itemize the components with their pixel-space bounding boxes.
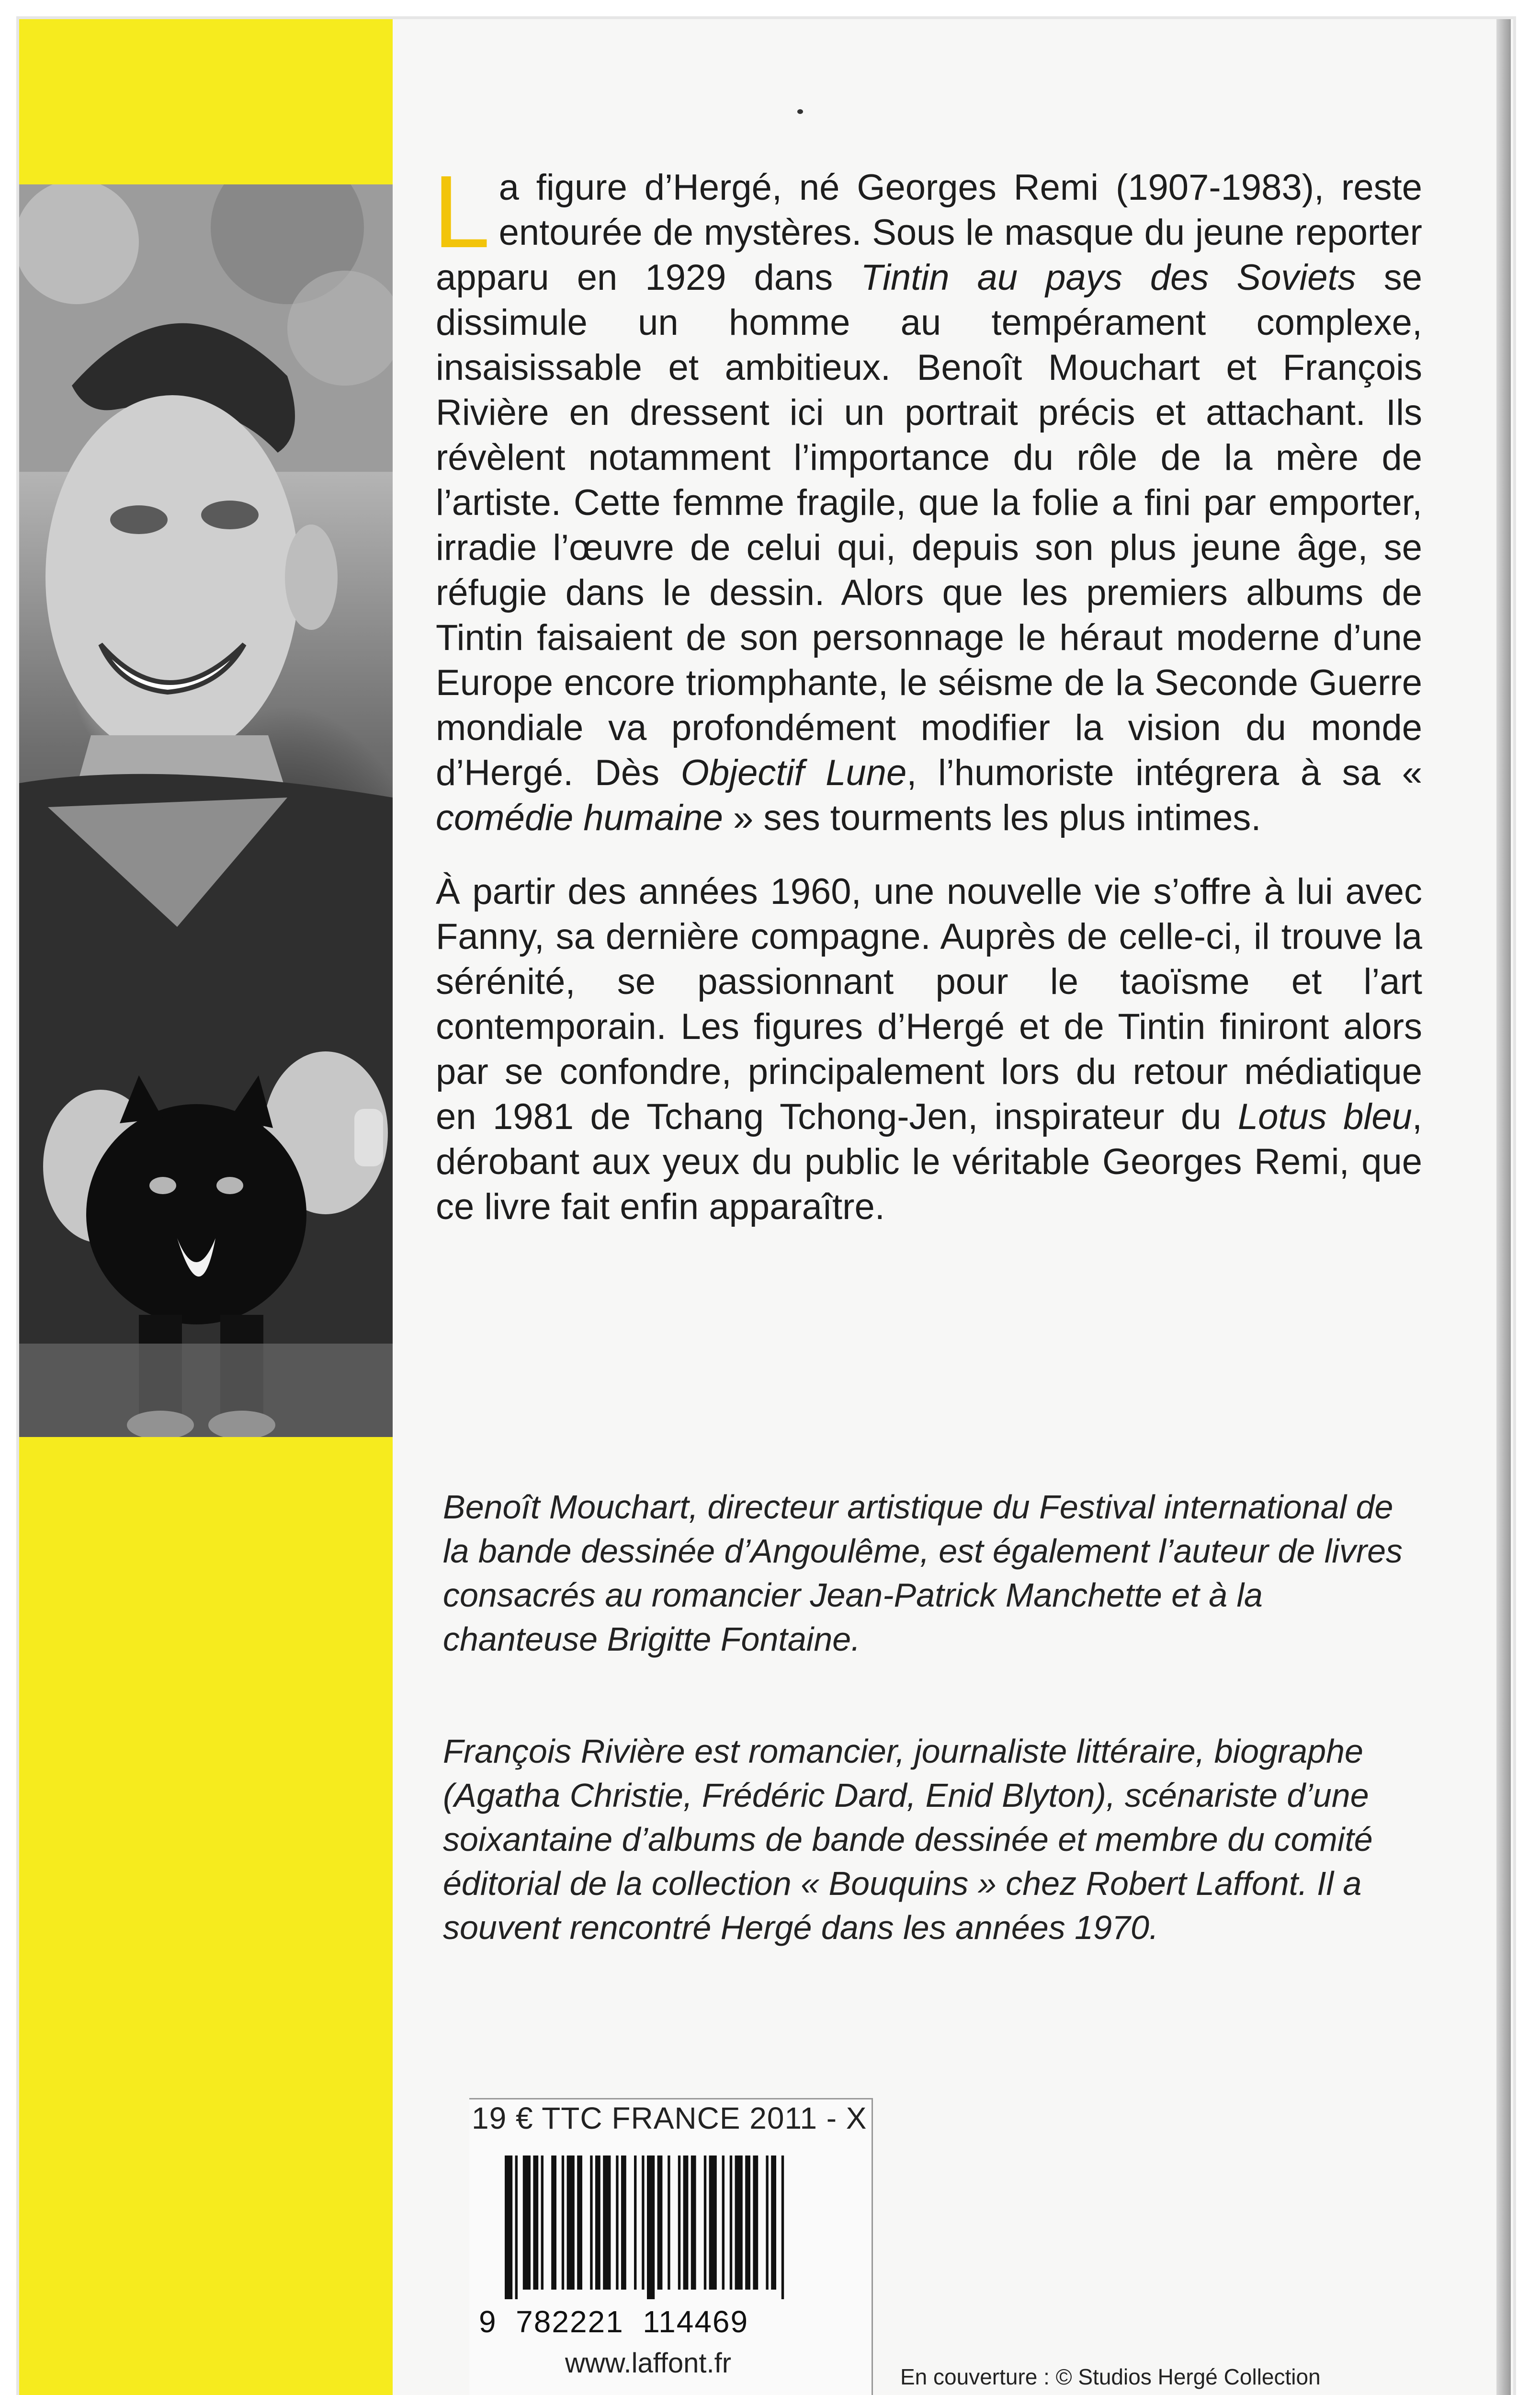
phrase-emphasis: comédie humaine	[436, 798, 723, 838]
barcode-bar	[709, 2156, 717, 2290]
book-title-emphasis: Objectif Lune	[680, 753, 907, 793]
barcode-bar	[567, 2156, 575, 2290]
barcode-bar	[691, 2156, 696, 2290]
book-title-emphasis: Lotus bleu	[1237, 1096, 1412, 1137]
barcode-bar	[745, 2156, 750, 2290]
dropcap-letter: L	[433, 154, 490, 269]
isbn-group-1: 782221	[516, 2304, 624, 2339]
barcode-bar	[704, 2156, 706, 2290]
barcode-bar	[515, 2156, 518, 2299]
barcode-bar	[505, 2156, 512, 2299]
barcode-bar	[735, 2156, 743, 2290]
barcode-bar	[647, 2156, 655, 2299]
paragraph-segment: À partir des années 1960, une nouvelle vie s’offre à lui avec Fanny, sa dernière compagne. Auprès de celle-ci, il trouve la sérénité, se passionnant pour le taoïsme et l’art contemporain. Les figures d’Hergé et de Tintin finiront alors par se confondre, principalement lors du retour médiatique en 1981 de Tchang Tchong-Jen, inspirateur du	[436, 871, 1422, 1137]
barcode-bar	[753, 2156, 758, 2290]
publisher-website[interactable]: www.laffont.fr	[565, 2348, 732, 2379]
barcode-bar	[678, 2156, 680, 2290]
barcode-bar	[657, 2156, 663, 2290]
barcode-bar	[730, 2156, 732, 2290]
barcode-bar	[603, 2156, 611, 2290]
barcode-bar	[722, 2156, 725, 2290]
paragraph-segment: a figure d’Hergé, né Georges Remi (1907-1983), reste entourée de mystères. Sous le masque du jeune reporter apparu en 1929 dans	[436, 167, 1422, 298]
isbn-group-2: 114469	[643, 2304, 749, 2339]
barcode-bar	[781, 2156, 784, 2299]
isbn-number	[479, 2304, 748, 2339]
barcode-bar	[766, 2156, 768, 2290]
author-photo	[19, 184, 393, 1437]
barcode-bar	[634, 2156, 636, 2290]
summary-text	[433, 154, 1423, 1258]
cover-credits: En couverture : © Studios Hergé Collection	[900, 2364, 1321, 2389]
barcode-bar	[616, 2156, 618, 2290]
isbn-barcode	[503, 2156, 867, 2299]
barcode-bar	[590, 2156, 592, 2290]
author-bio-mouchart: Benoît Mouchart, directeur artistique du Festival international de la bande dessinée d’Angoulême, est également l’auteur de livres consacrés au romancier Jean-Patrick Manchette et à la chanteuse Brigitte Fontaine.	[443, 1488, 1403, 1658]
barcode-bar	[533, 2156, 538, 2290]
paragraph-segment: se dissimule un homme au tempérament complexe, insaisissable et ambitieux. Benoît Mouchart et François Rivière en dressent ici un portrait précis et attachant. Ils révèlent notamment l’importance du rôle de la mère de l’artiste. Cette femme fragile, que la folie a fini par emporter, irradie l’œuvre de celui qui, depuis son plus jeune âge, se réfugie dans le dessin. Alors que les premiers albums de Tintin faisaient de son personnage le héraut moderne d’une Europe encore triomphante, le séisme de la Seconde Guerre mondiale va profondément modifier la vision du monde d’Hergé. Dès	[436, 257, 1423, 793]
barcode-bar	[577, 2156, 582, 2290]
summary-paragraph-1	[433, 154, 1423, 841]
paragraph-segment: , dérobant aux yeux du public le véritable Georges Remi, que ce livre fait enfin apparaître.	[436, 1096, 1422, 1227]
book-title-emphasis: Tintin au pays des Soviets	[861, 257, 1356, 298]
isbn-lead-digit: 9	[479, 2304, 497, 2339]
barcode-bar	[668, 2156, 670, 2290]
cover-edge-right	[1496, 19, 1511, 2395]
barcode-bar	[551, 2156, 556, 2290]
barcode-bar	[595, 2156, 600, 2290]
barcode-bar	[541, 2156, 544, 2290]
price-label: 19 € TTC FRANCE 2011 - X	[472, 2101, 867, 2135]
barcode-bar	[683, 2156, 689, 2290]
barcode-bar	[523, 2156, 531, 2290]
photo-illustration	[19, 184, 393, 1437]
dust-speck	[797, 109, 803, 114]
paragraph-segment: » ses tourments les plus intimes.	[723, 798, 1261, 838]
author-bio-riviere: François Rivière est romancier, journaliste littéraire, biographe (Agatha Christie, Frédéric Dard, Enid Blyton), scénariste d’une soixantaine d’albums de bande dessinée et membre du comité éditorial de la collection « Bouquins » chez Robert Laffont. Il a souvent rencontré Hergé dans les années 1970.	[443, 1733, 1373, 1946]
barcode-bar	[642, 2156, 644, 2290]
paragraph-segment: , l’humoriste intégrera à sa «	[906, 753, 1422, 793]
barcode-bar	[621, 2156, 626, 2290]
barcode-bar	[562, 2156, 564, 2290]
barcode-bar	[771, 2156, 776, 2290]
summary-paragraph-2	[436, 869, 1422, 1230]
